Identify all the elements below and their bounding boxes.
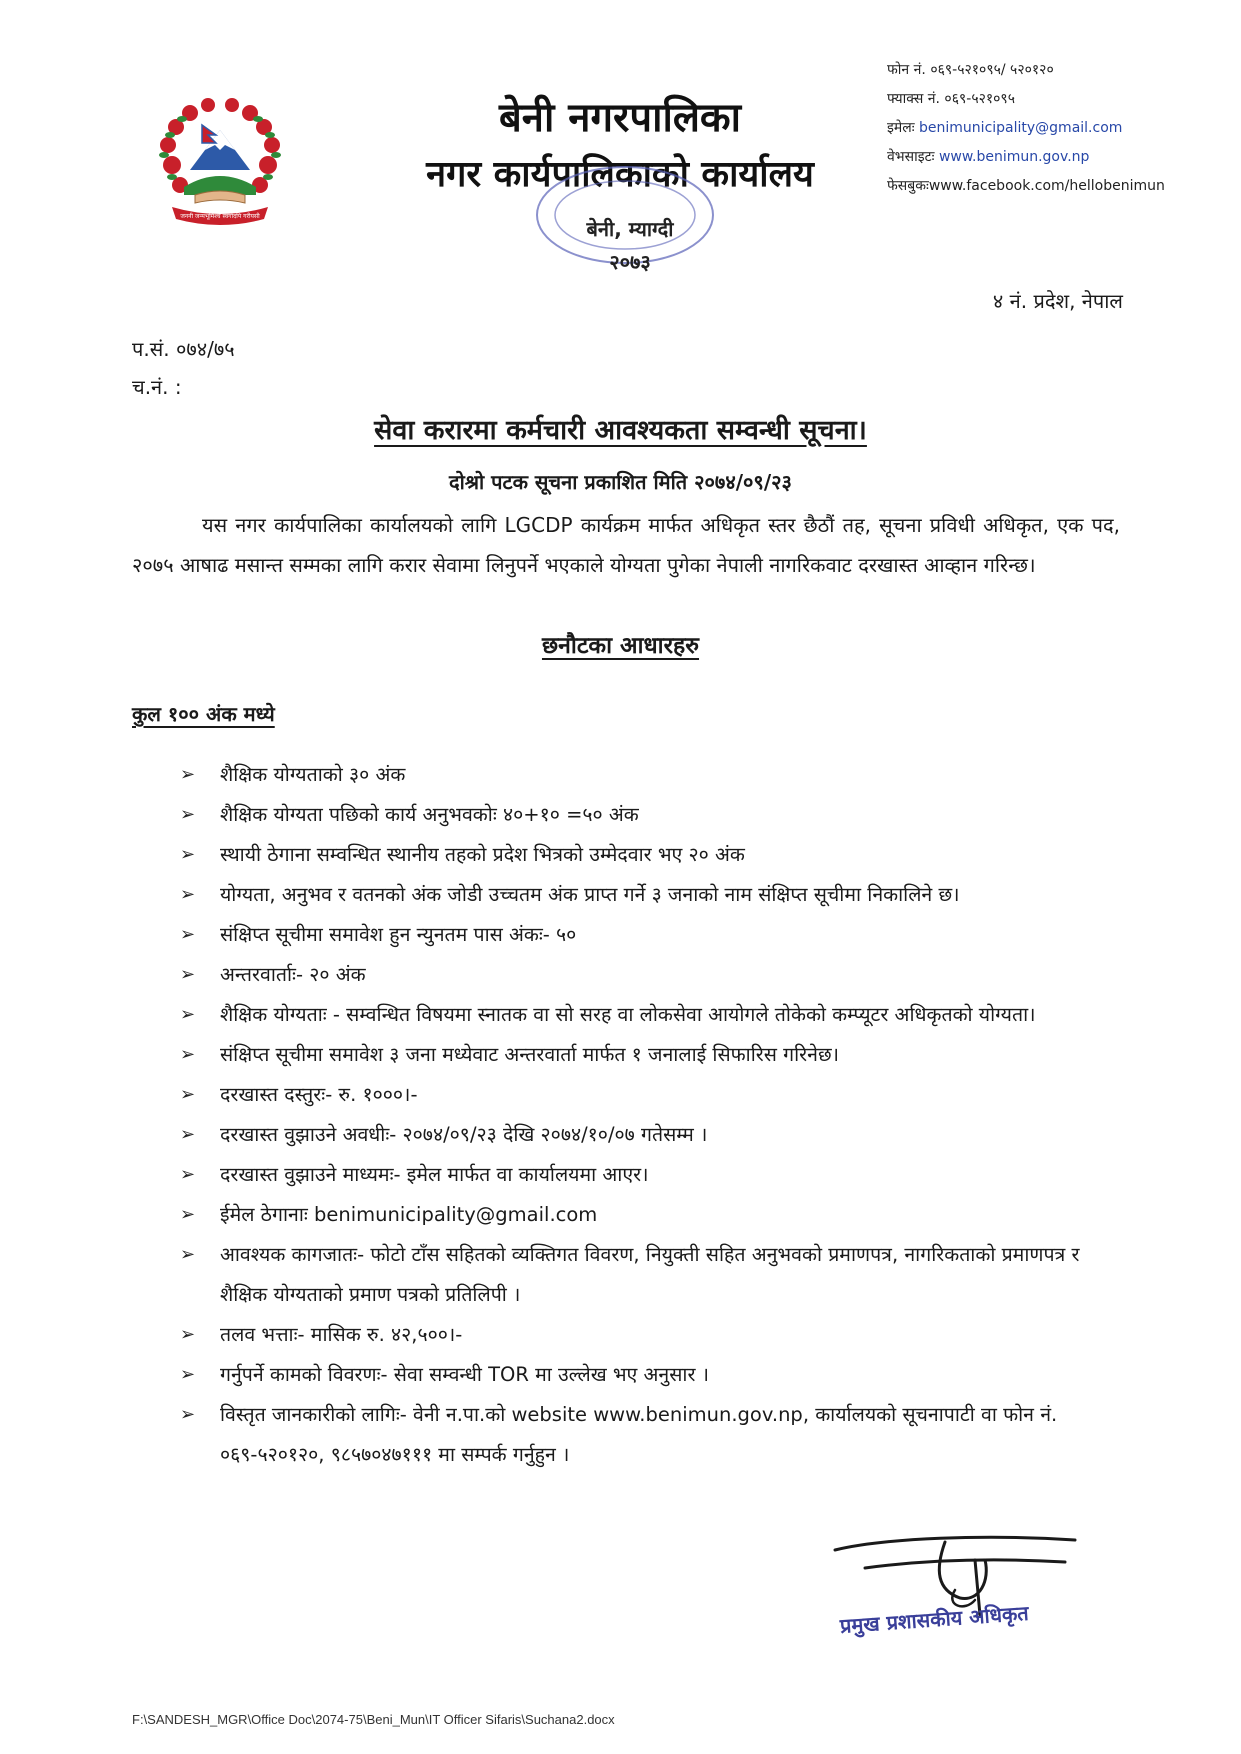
list-item-text: दरखास्त वुझाउने अवधीः- २०७४/०९/२३ देखि २०७४/१०/०७ गतेसम्म । bbox=[220, 1123, 708, 1146]
list-item bbox=[180, 915, 1130, 955]
contact-email bbox=[887, 118, 1122, 137]
contact-value: ०६९-५२१०९५/ ५२०१२० bbox=[930, 62, 1054, 78]
list-item-text: दरखास्त वुझाउने माध्यमः- इमेल मार्फत वा कार्यालयमा आएर। bbox=[220, 1163, 649, 1186]
list-item bbox=[180, 1115, 1130, 1155]
arrow-bullet-icon: ➢ bbox=[180, 1004, 196, 1025]
list-item bbox=[180, 875, 1130, 915]
criteria-heading-text: छनौटका आधारहरु bbox=[541, 633, 700, 659]
arrow-bullet-icon: ➢ bbox=[180, 1404, 196, 1425]
criteria-list bbox=[180, 755, 1130, 1475]
contact-label: इमेलः bbox=[887, 120, 920, 136]
contact-value: ०६९-५२१०९५ bbox=[944, 91, 1015, 107]
arrow-bullet-icon: ➢ bbox=[180, 1084, 196, 1105]
list-item-text: शैक्षिक योग्यताः - सम्वन्धित विषयमा स्नातक वा सो सरह वा लोकसेवा आयोगले तोकेको कम्प्यूटर अधिकृतको योग्यता। bbox=[220, 1003, 1036, 1026]
list-item-text: शैक्षिक योग्यता पछिको कार्य अनुभवकोः ४०+१० =५० अंक bbox=[220, 803, 639, 826]
office-location bbox=[520, 215, 740, 275]
signatory-title: प्रमुख प्रशासकीय अधिकृत bbox=[839, 1600, 1030, 1638]
org-name: बेनी नगरपालिका bbox=[498, 95, 742, 141]
list-item bbox=[180, 1395, 1130, 1475]
dispatch-number: च.नं. : bbox=[132, 375, 182, 399]
location-text: बेनी, म्याग्दी bbox=[586, 217, 674, 241]
list-item-text: आवश्यक कागजातः- फोटो टाँस सहितको व्यक्तिगत विवरण, नियुक्ती सहित अनुभवको प्रमाणपत्र, नागरिकताको प्रमाणपत्र र शैक्षिक योग्यताको प्रमाण पत्रको प्रतिलिपी । bbox=[220, 1243, 1080, 1306]
contact-label: फेसबुकः bbox=[887, 178, 929, 194]
published-date: दोश्रो पटक सूचना प्रकाशित मिति २०७४/०९/२३ bbox=[449, 470, 792, 494]
office-name: नगर कार्यपालिकाको कार्यालय bbox=[426, 154, 814, 195]
list-item bbox=[180, 995, 1130, 1035]
notice-title-text: सेवा करारमा कर्मचारी आवश्यकता सम्वन्धी सूचना। bbox=[374, 415, 867, 446]
list-item-text: तलव भत्ताः- मासिक रु. ४२,५००।- bbox=[220, 1323, 463, 1346]
list-item bbox=[180, 835, 1130, 875]
list-item-text: संक्षिप्त सूचीमा समावेश हुन न्युनतम पास अंकः- ५० bbox=[220, 923, 577, 946]
arrow-bullet-icon: ➢ bbox=[180, 964, 196, 985]
list-item-text: विस्तृत जानकारीको लागिः- वेनी न.पा.को website www.benimun.gov.np, कार्यालयको सूचनापाटी वा फोन नं. ०६९-५२०१२०, ९८५७०४७१११ मा सम्पर्क गर्नुहुन । bbox=[220, 1403, 1058, 1466]
contact-phone bbox=[887, 60, 1054, 79]
list-item bbox=[180, 1315, 1130, 1355]
list-item-text: संक्षिप्त सूचीमा समावेश ३ जना मध्येवाट अन्तरवार्ता मार्फत १ जनालाई सिफारिस गरिनेछ। bbox=[220, 1043, 840, 1066]
list-item-text: योग्यता, अनुभव र वतनको अंक जोडी उच्चतम अंक प्राप्त गर्ने ३ जनाको नाम संक्षिप्त सूचीमा निकालिने छ। bbox=[220, 883, 960, 906]
arrow-bullet-icon: ➢ bbox=[180, 804, 196, 825]
list-item bbox=[180, 1355, 1130, 1395]
arrow-bullet-icon: ➢ bbox=[180, 844, 196, 865]
svg-text:जननी जन्मभूमिश्च स्वर्गादपि गर: जननी जन्मभूमिश्च स्वर्गादपि गरीयसी bbox=[180, 213, 260, 220]
contact-label: फोन नं. bbox=[887, 62, 931, 78]
arrow-bullet-icon: ➢ bbox=[180, 1244, 196, 1265]
contact-label: वेभसाइटः bbox=[887, 149, 939, 165]
year-text: २०७३ bbox=[609, 250, 651, 274]
contact-facebook-link[interactable]: www.facebook.com/hellobenimun bbox=[928, 178, 1165, 194]
list-item bbox=[180, 755, 1130, 795]
contact-label: फ्याक्स नं. bbox=[887, 91, 945, 107]
province-line: ४ नं. प्रदेश, नेपाल bbox=[992, 289, 1123, 313]
file-path-footer: F:\SANDESH_MGR\Office Doc\2074-75\Beni_Mun\IT Officer Sifaris\Suchana2.docx bbox=[132, 1712, 615, 1727]
arrow-bullet-icon: ➢ bbox=[180, 884, 196, 905]
list-item bbox=[180, 1235, 1130, 1315]
list-item bbox=[180, 1075, 1130, 1115]
list-item bbox=[180, 1155, 1130, 1195]
criteria-heading bbox=[0, 628, 1241, 660]
nepal-government-emblem-icon bbox=[150, 95, 290, 230]
list-item-text: स्थायी ठेगाना सम्वन्धित स्थानीय तहको प्रदेश भित्रको उम्मेदवार भए २० अंक bbox=[220, 843, 745, 866]
list-item bbox=[180, 1035, 1130, 1075]
arrow-bullet-icon: ➢ bbox=[180, 1124, 196, 1145]
notice-title bbox=[0, 410, 1241, 447]
intro-paragraph: यस नगर कार्यपालिका कार्यालयको लागि LGCDP कार्यक्रम मार्फत अधिकृत स्तर छैठौं तह, सूचना प्रविधी अधिकृत, एक पद, २०७५ आषाढ मसान्त सम्मका लागि करार सेवामा लिनुपर्ने भएकाले योग्यता पुगेका नेपाली नागरिकवाट दरखास्त आव्हान गरिन्छ। bbox=[132, 513, 1120, 577]
contact-website bbox=[887, 147, 1089, 166]
arrow-bullet-icon: ➢ bbox=[180, 1364, 196, 1385]
list-item bbox=[180, 795, 1130, 835]
reference-number: प.सं. ०७४/७५ bbox=[132, 337, 235, 361]
list-item-text: ईमेल ठेगानाः benimunicipality@gmail.com bbox=[220, 1203, 598, 1226]
list-item-text: गर्नुपर्ने कामको विवरणः- सेवा सम्वन्धी TOR मा उल्लेख भए अनुसार । bbox=[220, 1363, 710, 1386]
arrow-bullet-icon: ➢ bbox=[180, 1044, 196, 1065]
contact-website-link[interactable]: www.benimun.gov.np bbox=[938, 149, 1090, 165]
list-item-text: शैक्षिक योग्यताको ३० अंक bbox=[220, 763, 406, 786]
contact-email-link[interactable]: benimunicipality@gmail.com bbox=[919, 120, 1123, 136]
arrow-bullet-icon: ➢ bbox=[180, 1204, 196, 1225]
list-item-text: अन्तरवार्ताः- २० अंक bbox=[220, 963, 366, 986]
list-item-text: दरखास्त दस्तुरः- रु. १०००।- bbox=[220, 1083, 418, 1106]
arrow-bullet-icon: ➢ bbox=[180, 764, 196, 785]
arrow-bullet-icon: ➢ bbox=[180, 1164, 196, 1185]
arrow-bullet-icon: ➢ bbox=[180, 924, 196, 945]
contact-facebook bbox=[887, 176, 1165, 195]
total-marks-label: कुल १०० अंक मध्ये bbox=[132, 702, 275, 726]
list-item bbox=[180, 955, 1130, 995]
arrow-bullet-icon: ➢ bbox=[180, 1324, 196, 1345]
contact-fax bbox=[887, 89, 1015, 108]
list-item bbox=[180, 1195, 1130, 1235]
